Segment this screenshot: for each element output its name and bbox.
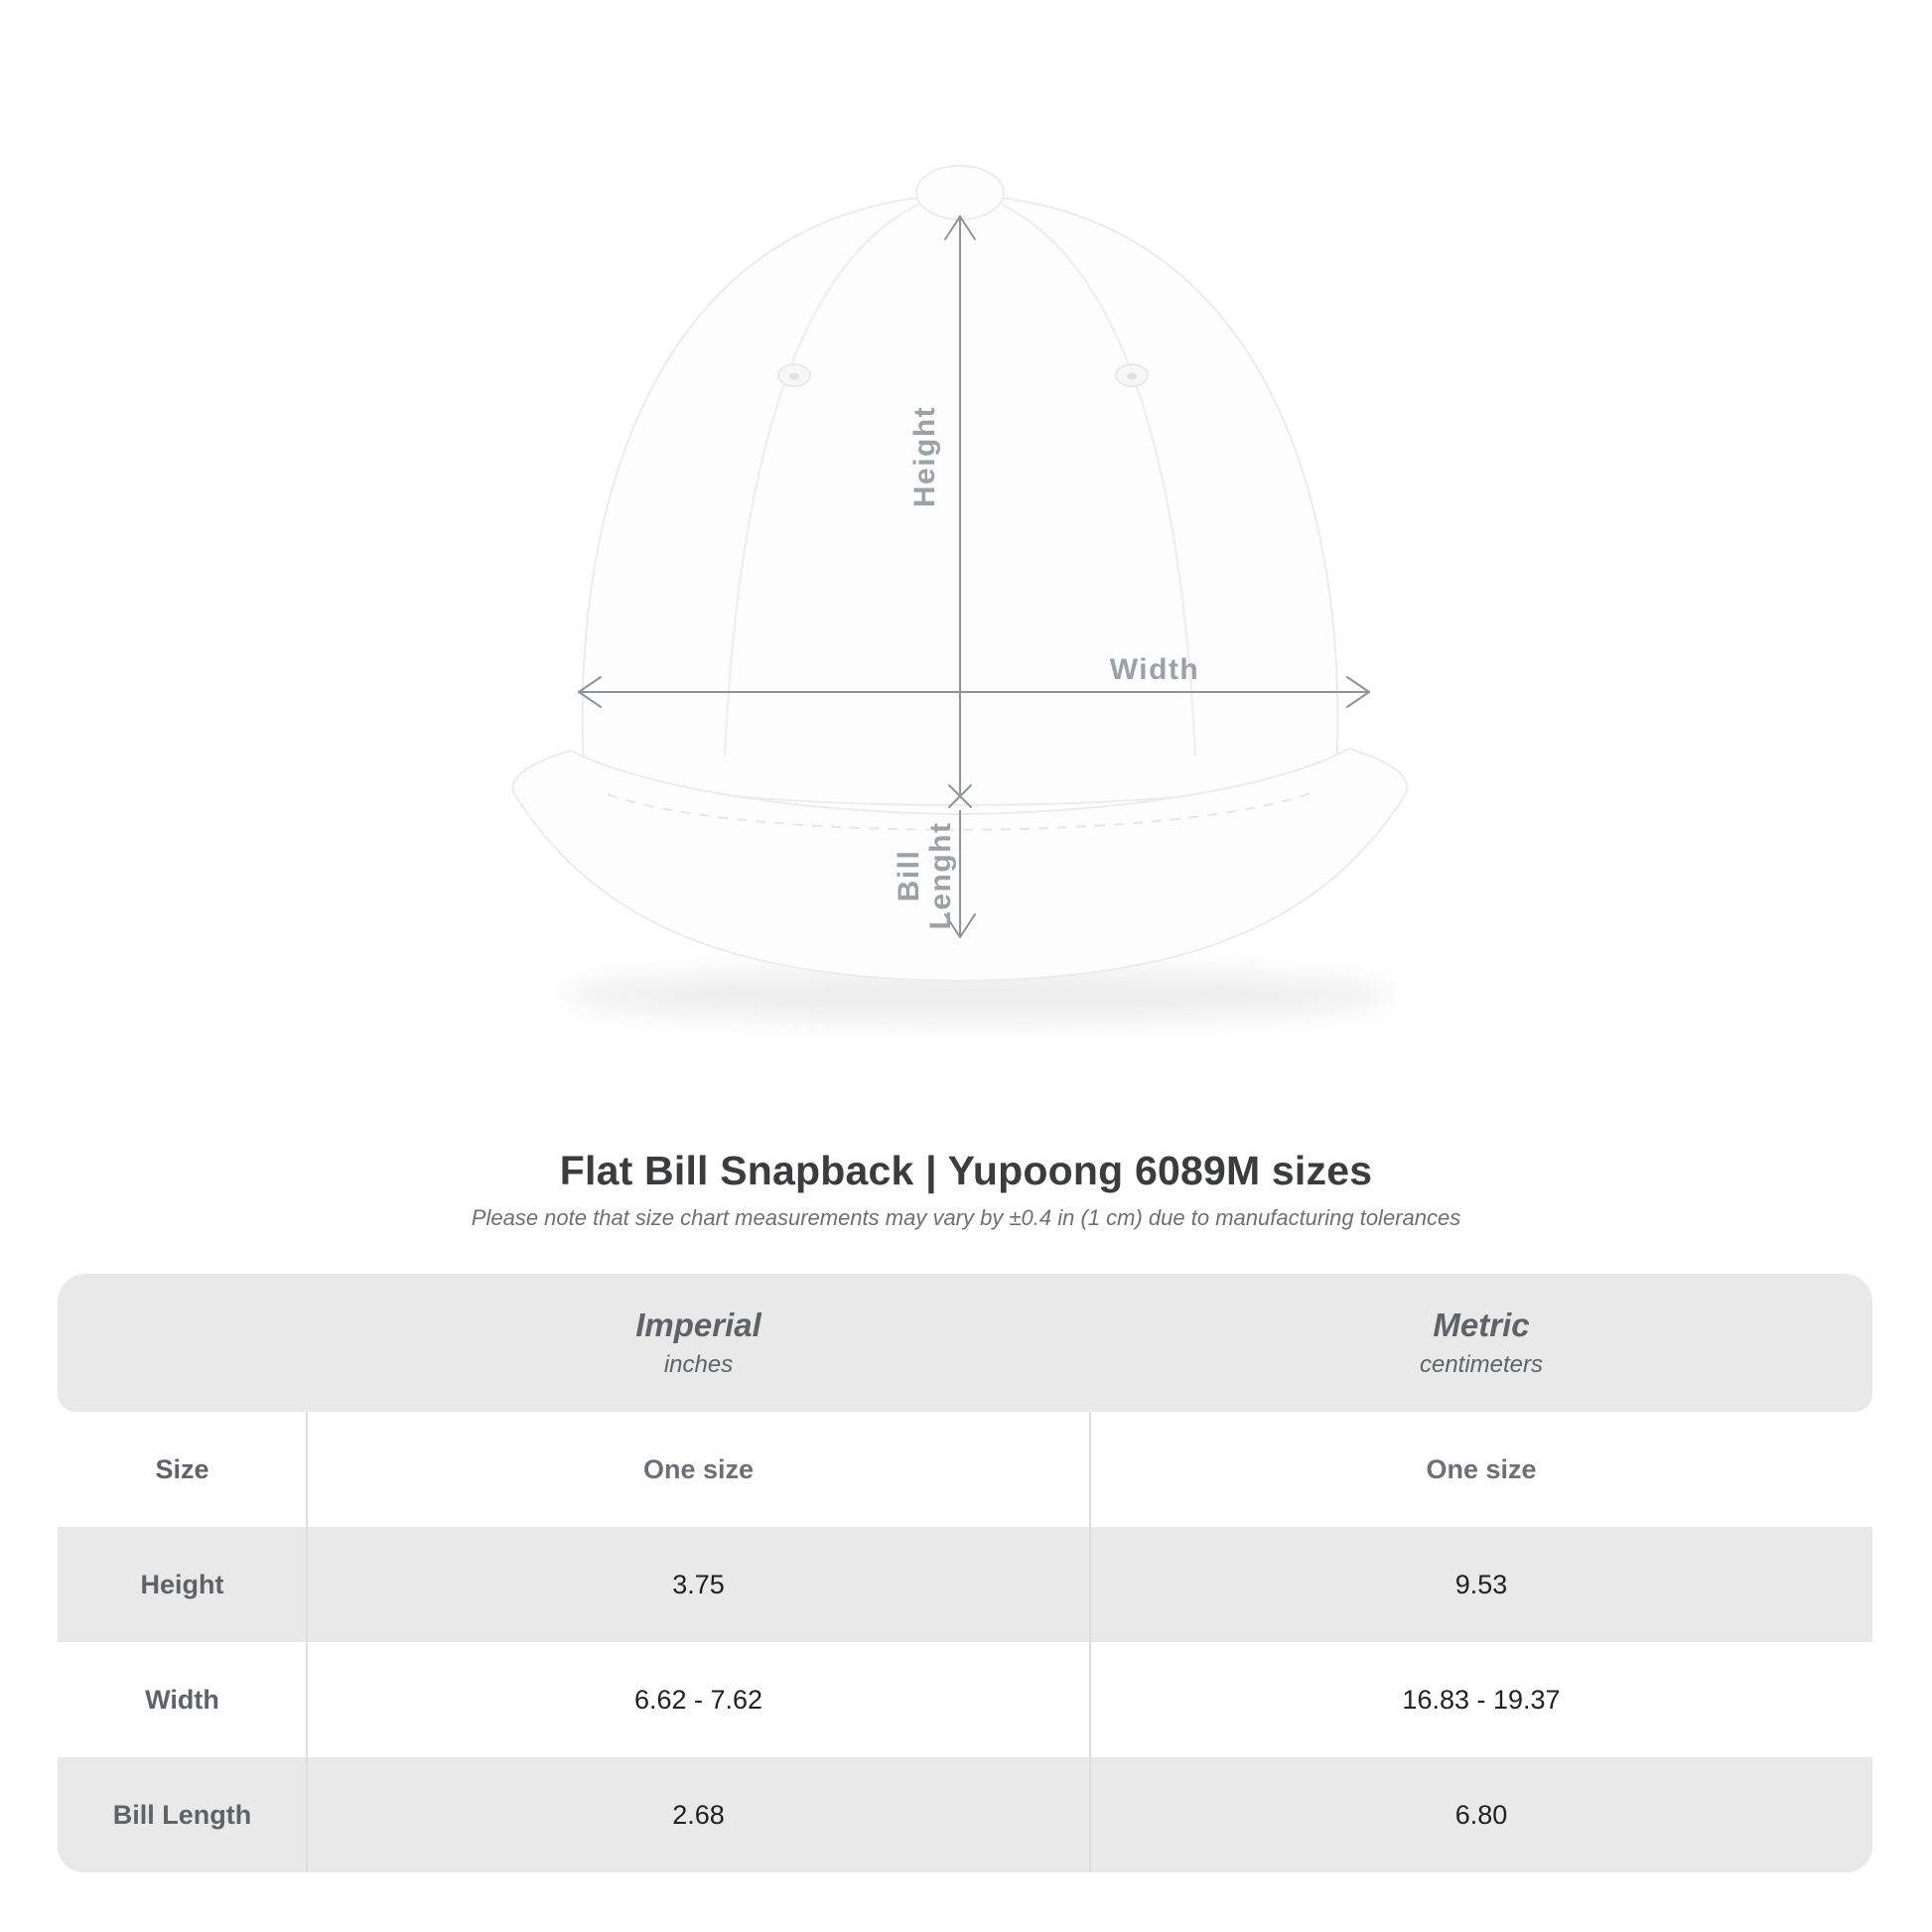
table-row-width [58,1642,1872,1757]
hat-button [916,166,1004,219]
imperial-unit: inches [663,1351,734,1378]
table-row-height [58,1527,1872,1642]
size-table [58,1274,1872,1872]
eyelet-right [1116,364,1148,386]
cell-metric: 6.80 [1454,1799,1508,1830]
heading-block [0,1148,1932,1231]
cell-imperial: 2.68 [672,1799,725,1830]
row-label: Height [140,1569,224,1599]
height-label: Height [908,405,941,508]
table-header [58,1274,1872,1412]
row-label: Size [155,1453,209,1484]
table-body [58,1412,1872,1872]
page-subtitle: Please note that size chart measurements may vary by ±0.4 in (1 cm) due to manufacturing tolerances [471,1205,1461,1230]
imperial-header [307,1307,1090,1379]
cell-metric: 16.83 - 19.37 [1402,1684,1561,1715]
bill-length-label-line2: Lenght [924,821,957,930]
column-divider [306,1412,308,1872]
cell-imperial: One size [642,1453,755,1484]
cell-imperial: 3.75 [672,1569,725,1599]
width-label: Width [1109,653,1200,686]
table-row-size [58,1412,1872,1527]
metric-label: Metric [1433,1307,1530,1343]
cell-metric: 9.53 [1454,1569,1508,1599]
cell-metric: One size [1426,1453,1537,1484]
row-label: Bill Length [112,1799,252,1830]
metric-unit: centimeters [1419,1351,1544,1378]
bill-length-label-line1: Bill [893,849,925,902]
row-label: Width [145,1684,219,1715]
cell-imperial: 6.62 - 7.62 [633,1684,763,1715]
eyelet-left [778,364,810,386]
metric-header [1090,1307,1872,1379]
imperial-label: Imperial [635,1307,761,1343]
page-title: Flat Bill Snapback | Yupoong 6089M sizes [559,1148,1373,1193]
column-divider [1089,1412,1091,1872]
table-row-bill-length [58,1757,1872,1872]
